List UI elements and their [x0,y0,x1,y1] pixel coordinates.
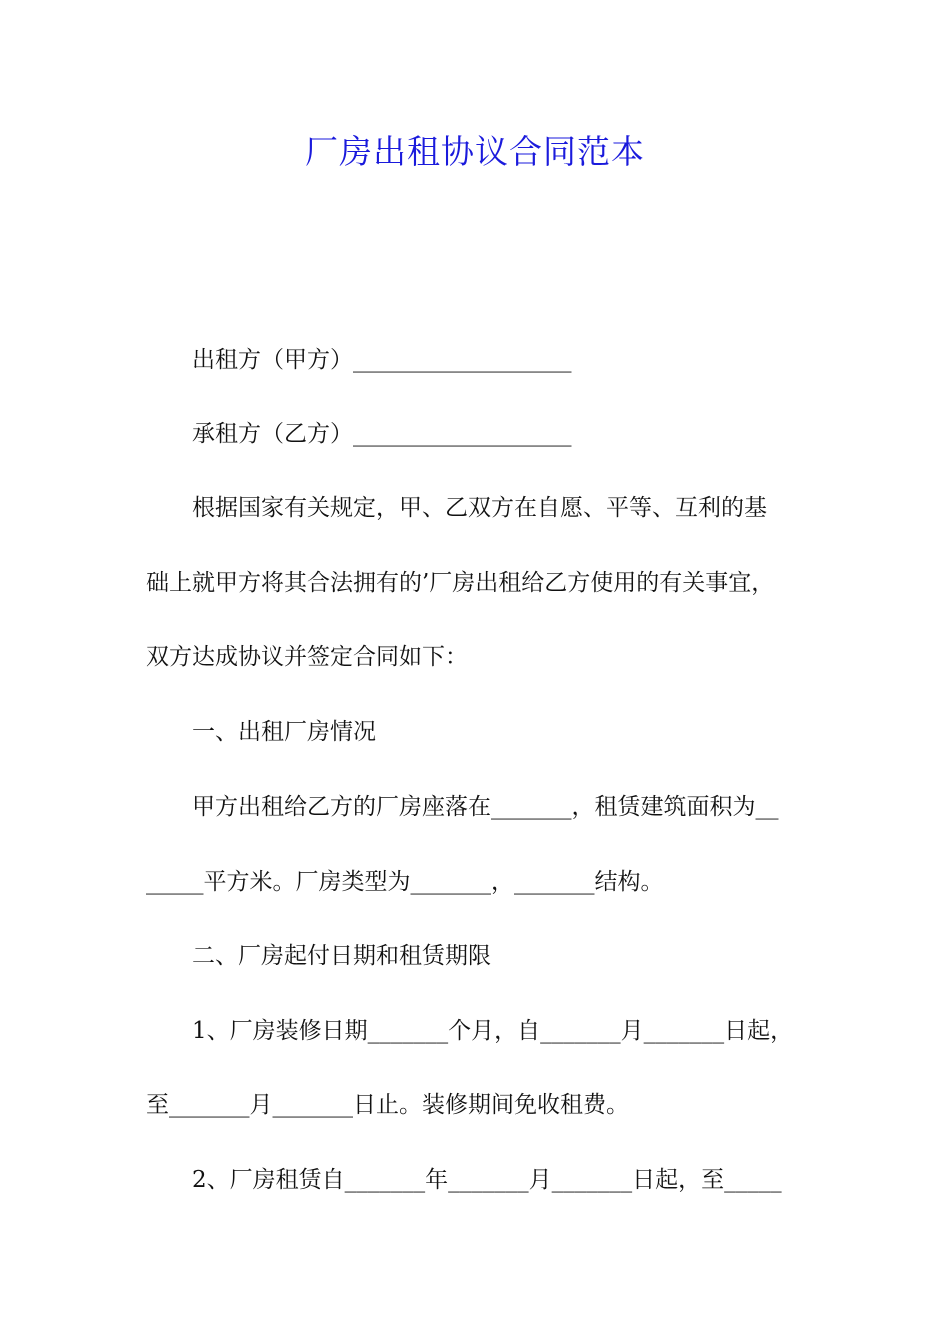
lessee-line: 承租方（乙方）___________________ [192,421,572,447]
lessor-line: 出租方（甲方）___________________ [192,347,572,373]
clause-1-line-1: 1、厂房装修日期_______个月，自_______月_______日起， [192,1018,794,1044]
clause-2-line-1: 2、厂房租赁自_______年_______月_______日起，至_____ [192,1167,782,1193]
preamble-line-2: 础上就甲方将其合法拥有的’厂房出租给乙方使用的有关事宜， [146,570,775,596]
section-1-line-1: 甲方出租给乙方的厂房座落在_______，租赁建筑面积为__ [192,794,779,820]
section-1-line-2: _____平方米。厂房类型为_______，_______结构。 [146,869,664,895]
section-heading-1: 一、出租厂房情况 [192,719,376,745]
preamble-line-1: 根据国家有关规定，甲、乙双方在自愿、平等、互利的基 [192,495,767,521]
document-title: 厂房出租协议合同范本 [305,132,645,171]
preamble-line-3: 双方达成协议并签定合同如下： [146,644,468,670]
section-heading-2: 二、厂房起付日期和租赁期限 [192,943,491,969]
clause-1-line-2: 至_______月_______日止。装修期间免收租费。 [146,1092,629,1118]
